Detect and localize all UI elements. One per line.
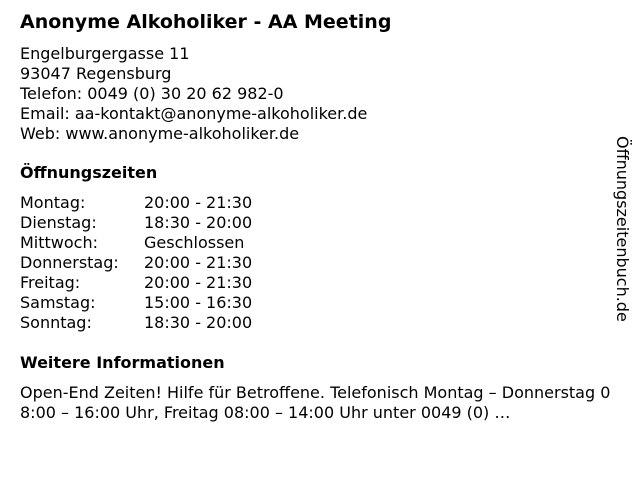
hours-row bbox=[20, 313, 610, 333]
email-line: Email: aa-kontakt@anonyme-alkoholiker.de bbox=[20, 104, 368, 123]
hours-row bbox=[20, 193, 610, 213]
hours-row bbox=[20, 273, 610, 293]
address-block bbox=[20, 44, 610, 144]
info-heading: Weitere Informationen bbox=[20, 353, 225, 372]
day-label: Freitag: bbox=[20, 273, 81, 292]
day-time: Geschlossen bbox=[144, 233, 245, 252]
hours-table bbox=[20, 193, 610, 333]
web-line: Web: www.anonyme-alkoholiker.de bbox=[20, 124, 300, 143]
day-label: Mittwoch: bbox=[20, 233, 98, 252]
day-label: Donnerstag: bbox=[20, 253, 119, 272]
hours-row bbox=[20, 253, 610, 273]
day-label: Sonntag: bbox=[20, 313, 92, 332]
hours-row bbox=[20, 213, 610, 233]
hours-row bbox=[20, 233, 610, 253]
day-label: Samstag: bbox=[20, 293, 96, 312]
phone-line: Telefon: 0049 (0) 30 20 62 982-0 bbox=[20, 84, 284, 103]
listing-content bbox=[20, 8, 610, 423]
info-text: Open-End Zeiten! Hilfe für Betroffene. Telefonisch Montag – Donnerstag 08:00 – 16:00 Uhr, Freitag 08:00 – 14:00 Uhr unter 0049 (0) … bbox=[20, 383, 611, 422]
hours-row bbox=[20, 293, 610, 313]
day-label: Montag: bbox=[20, 193, 86, 212]
day-time: 20:00 - 21:30 bbox=[144, 253, 253, 272]
page-title: Anonyme Alkoholiker - AA Meeting bbox=[20, 11, 392, 33]
hours-heading: Öffnungszeiten bbox=[20, 163, 158, 182]
day-time: 20:00 - 21:30 bbox=[144, 273, 253, 292]
address-city: 93047 Regensburg bbox=[20, 64, 172, 83]
site-watermark: Öffnungszeitenbuch.de bbox=[613, 136, 632, 322]
day-time: 20:00 - 21:30 bbox=[144, 193, 253, 212]
day-time: 18:30 - 20:00 bbox=[144, 213, 253, 232]
day-time: 15:00 - 16:30 bbox=[144, 293, 253, 312]
address-street: Engelburgergasse 11 bbox=[20, 44, 190, 63]
day-label: Dienstag: bbox=[20, 213, 97, 232]
day-time: 18:30 - 20:00 bbox=[144, 313, 253, 332]
